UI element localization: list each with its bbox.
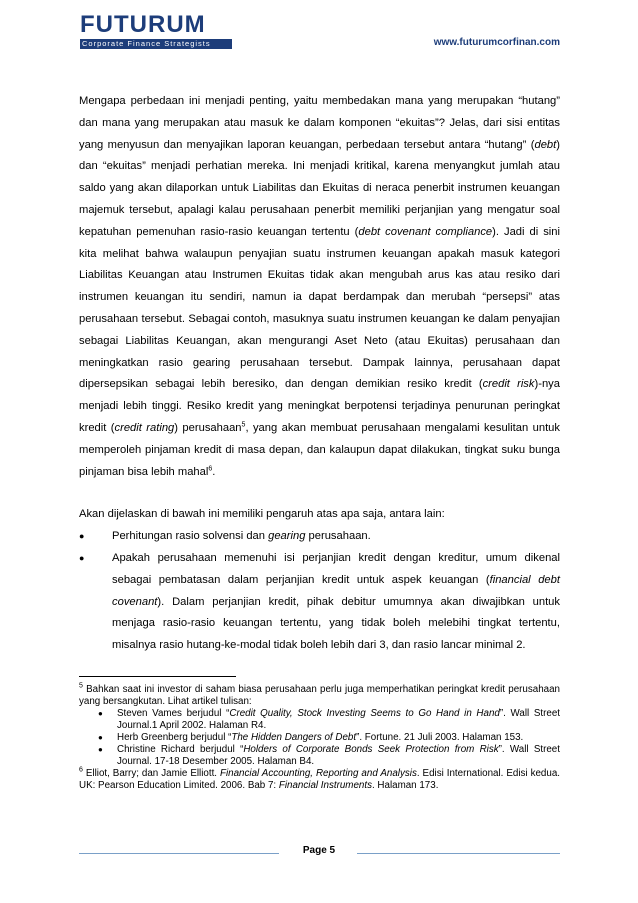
footnote-5-item (79, 732, 560, 744)
footnote-6 (79, 768, 560, 792)
website-url[interactable]: www.futurumcorfinan.com (433, 37, 560, 48)
text-run: Perhitungan rasio solvensi dan (112, 530, 269, 543)
footnote-5-list (79, 708, 560, 768)
footnote-item-text (117, 732, 523, 743)
italic-term: Holders of Corporate Bonds Seek Protection from Risk (243, 744, 499, 755)
bullet-icon: ● (98, 733, 103, 742)
italic-term: Financial Accounting, Reporting and Analysis (219, 768, 417, 779)
text-run: Herb Greenberg berjudul “ (117, 732, 232, 743)
text-run: Mengapa perbedaan ini menjadi penting, yaitu membedakan mana yang merupakan “hutang” dan mana yang merupakan atau masuk ke dalam komponen “ekuitas”? Jelas, dari sisi entitas yang menyusun dan menyajikan laporan keuangan, perbedaan tersebut antara “hutang” ( (79, 95, 560, 151)
page-number: Page 5 (302, 845, 336, 856)
text-run: ”. Wall Street Journal.1 April 2002. Halaman R4. (117, 708, 560, 731)
company-logo (80, 12, 232, 46)
footnote-ref: 6 (208, 464, 213, 472)
text-run: ) perusahaan (174, 421, 242, 434)
text-run: . Halaman 173. (371, 780, 439, 791)
text-run: Christine Richard berjudul “ (117, 744, 244, 755)
logo-wordmark: FUTURUM (80, 11, 206, 38)
bullet-icon: ● (98, 709, 103, 718)
italic-term: credit risk (482, 378, 535, 391)
bullet-text (112, 552, 560, 651)
text-run: Elliot, Barry; dan Jamie Elliott. (82, 768, 220, 779)
paragraph-1 (79, 91, 560, 483)
footnote-5 (79, 684, 560, 708)
main-content (79, 91, 560, 657)
bullet-icon: ● (98, 745, 103, 754)
text-run: , yang akan membuat perusahaan mengalami kesulitan untuk memperoleh pinjaman kredit di masa depan, dan kalaupun dapat dilakukan, tingkat suku bunga pinjaman bisa lebih mahal (79, 421, 560, 478)
bullet-icon: ● (79, 531, 85, 542)
text-run: . (212, 465, 216, 478)
italic-term: credit rating (114, 421, 175, 434)
italic-term: The Hidden Dangers of Debt (231, 732, 357, 743)
footnote-item-text (117, 708, 560, 731)
bullet-item-2 (79, 548, 560, 657)
footnote-5-item (79, 744, 560, 768)
text-run: ). Dalam perjanjian kredit, pihak debitur umumnya akan diwajibkan untuk menjaga rasio-rasio keuangan tertentu, yang tidak boleh melebihi tingkat tertentu, misalnya rasio hutang-ke-modal tidak boleh lebih dari 3, dan rasio lancar minimal 2. (112, 595, 560, 652)
italic-term: financial debt covenant (112, 573, 560, 608)
footnote-ref: 6 (79, 766, 83, 774)
text-run: ). Jadi di sini kita melihat bahwa walaupun penyajian suatu instrumen keuangan apakah masuk kategori Liabilitas Keuangan atau Instrumen Ekuitas tidak akan mengubah arus kas atau resiko dari instrumen keuangan itu sendiri, namun ia dapat berdampak dan merubah “persepsi” atas perusahaan tersebut. Sebagai contoh, masuknya suatu instrumen keuangan ke dalam penyajian sebagai Liabilitas Keuangan, akan mengurangi Aset Neto (atau Ekuitas) perusahaan dan meningkatkan rasio gearing perusahaan tersebut. Dampak lainnya, perusahaan dapat dipersepsikan sebagai lebih beresiko, dan dengan demikian resiko kredit ( (79, 225, 560, 391)
italic-term: gearing (268, 530, 306, 543)
footnotes (79, 684, 560, 792)
footnote-ref: 5 (241, 421, 246, 429)
paragraph-2: Akan dijelaskan di bawah ini memiliki pengaruh atas apa saja, antara lain: (79, 508, 445, 521)
text-run: . Edisi International. Edisi kedua. UK: Pearson Education Limited. 2006. Bab 7: (79, 768, 560, 791)
text-run: )-nya menjadi lebih tinggi. Resiko kredit yang meningkat berpotensi terjadinya penurunan peringkat kredit ( (79, 378, 560, 434)
italic-term: Financial Instruments (278, 780, 372, 791)
footnote-ref: 5 (79, 682, 83, 690)
text-run: ) dan “ekuitas” menjadi perhatian mereka. Ini menjadi kritikal, karena menyangkut jumlah atau saldo yang akan dilaporkan untuk Liabilitas dan Ekuitas di neraca penerbit instrumen keuangan majemuk tersebut, apalagi kalau perusahaan penerbit memiliki perjanjian yang mengatur soal kepatuhan pemenuhan rasio-rasio keuangan tertentu ( (79, 138, 560, 238)
text-run: ”. Wall Street Journal. 17-18 Desember 2005. Halaman B4. (117, 744, 560, 767)
italic-term: debt (534, 138, 557, 151)
footnote-item-text (117, 744, 560, 767)
bullet-item-1 (79, 526, 560, 548)
text-run: perusahaan. (305, 530, 371, 543)
text-run: ”. Fortune. 21 Juli 2003. Halaman 153. (356, 732, 524, 743)
text-run: Steven Vames berjudul “ (117, 708, 230, 719)
text-run: Apakah perusahaan memenuhi isi perjanjian kredit dengan kreditur, umum dikenal sebagai pembatasan dalam perjanjian kredit untuk aspek keuangan ( (112, 551, 560, 586)
bullet-icon: ● (79, 552, 85, 563)
logo-tagline: Corporate Finance Strategists (82, 39, 211, 48)
footnote-separator (79, 676, 236, 677)
footnote-5-item (79, 708, 560, 732)
italic-term: debt covenant compliance (358, 225, 493, 238)
italic-term: Credit Quality, Stock Investing Seems to Go Hand in Hand (229, 708, 500, 719)
text-run: Bahkan saat ini investor di saham biasa perusahaan perlu juga memperhatikan peringkat kredit perusahaan yang bersangkutan. Lihat artikel tulisan: (79, 684, 560, 707)
bullet-list (79, 526, 560, 657)
bullet-text (112, 530, 371, 542)
